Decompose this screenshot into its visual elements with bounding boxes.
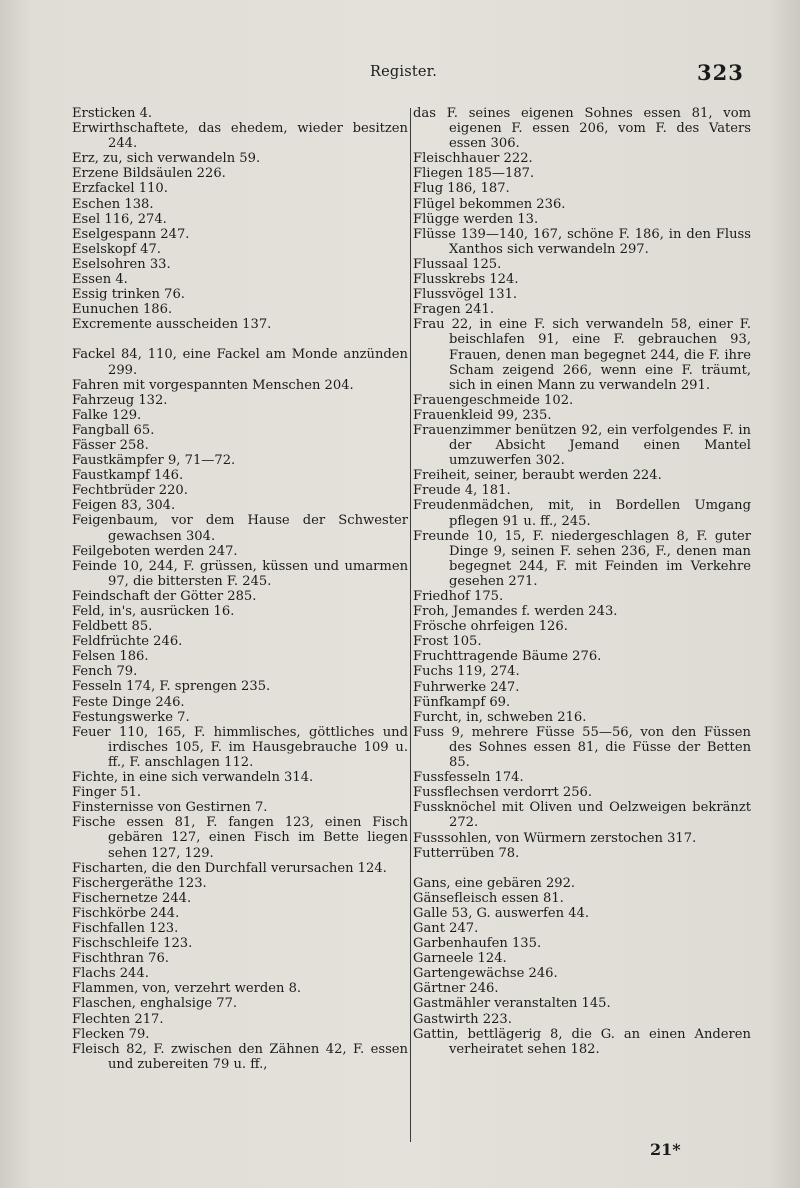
index-entry: Faustkämpfer 9, 71—72.: [72, 453, 236, 469]
index-entry: Fackel 84, 110, eine Fackel am Monde anzünden 299.: [72, 347, 408, 378]
index-entry: Felsen 186.: [72, 649, 149, 665]
index-entry: Gattin, bettlägerig 8, die G. an einen Anderen verheiratet sehen 182.: [413, 1026, 751, 1057]
index-entry: Flussaal 125.: [413, 256, 502, 272]
index-entry: Garbenhaufen 135.: [413, 936, 542, 952]
index-entry: Fleischhauer 222.: [413, 151, 533, 167]
index-entry: Feldfrüchte 246.: [72, 634, 183, 650]
running-head: Register.: [370, 64, 438, 80]
index-entry: Erwirthschaftete, das ehedem, wieder besitzen 244.: [72, 121, 408, 152]
index-entry: Gastmähler veranstalten 145.: [413, 996, 611, 1012]
index-entry: das F. seines eigenen Sohnes essen 81, vom eigenen F. essen 206, vom F. des Vaters essen 306.: [413, 106, 751, 152]
index-entry: Falke 129.: [72, 407, 142, 423]
index-entry: Flüsse 139—140, 167, schöne F. 186, in den Fluss Xanthos sich verwandeln 297.: [413, 226, 751, 257]
index-entry: Frösche ohrfeigen 126.: [413, 619, 568, 635]
section-gap: [72, 332, 408, 347]
index-entry: Fahren mit vorgespannten Menschen 204.: [72, 377, 354, 393]
index-entry: Feinde 10, 244, F. grüssen, küssen und umarmen 97, die bittersten F. 245.: [72, 558, 408, 589]
index-entry: Flecken 79.: [72, 1026, 150, 1042]
index-entry: Flechten 217.: [72, 1011, 164, 1027]
index-entry: Gans, eine gebären 292.: [413, 875, 576, 891]
index-entry: Fliegen 185—187.: [413, 166, 535, 182]
index-entry: Feigenbaum, vor dem Hause der Schwester gewachsen 304.: [72, 513, 408, 544]
index-entry: Erzene Bildsäulen 226.: [72, 166, 226, 182]
index-entry: Fussflechsen verdorrt 256.: [413, 785, 593, 801]
index-entry: Fussknöchel mit Oliven und Oelzweigen bekränzt 272.: [413, 800, 751, 831]
index-entry: Flaschen, enghalsige 77.: [72, 996, 238, 1012]
section-gap: [413, 861, 751, 876]
index-entry: Fusssohlen, von Würmern zerstochen 317.: [413, 830, 697, 846]
index-entry: Fische essen 81, F. fangen 123, einen Fisch gebären 127, einen Fisch im Bette liegen sehen 127, 129.: [72, 815, 408, 861]
index-entry: Flammen, von, verzehrt werden 8.: [72, 981, 302, 997]
index-entry: Freiheit, seiner, beraubt werden 224.: [413, 468, 662, 484]
index-entry: Fahrzeug 132.: [72, 392, 168, 408]
index-entry: Feilgeboten werden 247.: [72, 543, 238, 559]
index-entry: Feigen 83, 304.: [72, 498, 176, 514]
index-entry: Friedhof 175.: [413, 589, 504, 604]
index-entry: Fischkörbe 244.: [72, 905, 180, 921]
index-entry: Finsternisse von Gestirnen 7.: [72, 800, 268, 816]
index-entry: Essen 4.: [72, 272, 128, 288]
index-entry: Fechtbrüder 220.: [72, 483, 188, 499]
index-entry: Fischergeräthe 123.: [72, 875, 207, 891]
index-entry: Eselgespann 247.: [72, 226, 190, 242]
index-entry: Fangball 65.: [72, 422, 155, 438]
index-entry: Ersticken 4.: [72, 106, 153, 121]
index-entry: Frauengeschmeide 102.: [413, 392, 574, 408]
index-entry: Esel 116, 274.: [72, 211, 167, 227]
index-entry: Frost 105.: [413, 634, 482, 650]
index-entry: Galle 53, G. auswerfen 44.: [413, 905, 590, 921]
index-entry: Festungswerke 7.: [72, 709, 190, 725]
index-entry: Feindschaft der Götter 285.: [72, 588, 257, 604]
index-entry: Eselsohren 33.: [72, 256, 171, 272]
index-entry: Fischthran 76.: [72, 951, 169, 967]
index-entry: Excremente ausscheiden 137.: [72, 317, 272, 333]
index-entry: Faustkampf 146.: [72, 468, 184, 484]
index-entry: Futterrüben 78.: [413, 845, 520, 861]
index-entry: Fischernetze 244.: [72, 890, 192, 906]
index-entry: Fässer 258.: [72, 437, 149, 453]
index-entry: Finger 51.: [72, 785, 142, 801]
index-entry: Fruchttragende Bäume 276.: [413, 649, 602, 665]
index-entry: Fussfesseln 174.: [413, 770, 524, 786]
index-column-right: [413, 106, 751, 1057]
index-entry: Gänsefleisch essen 81.: [413, 890, 564, 906]
index-entry: Flügge werden 13.: [413, 211, 539, 227]
index-entry: Feldbett 85.: [72, 619, 153, 635]
index-entry: Flachs 244.: [72, 966, 149, 982]
index-entry: Frau 22, in eine F. sich verwandeln 58, einer F. beischlafen 91, eine F. gebrauchen 93, Frauen, denen man begegnet 244, die F. ihre Scham zeigend 266, wenn eine F. träumt, sich in einen Mann zu verwandeln 291.: [413, 317, 751, 393]
index-entry: Flügel bekommen 236.: [413, 196, 566, 212]
index-entry: Frauenzimmer benützen 92, ein verfolgendes F. in der Absicht Jemand einen Mantel umzuwerfen 302.: [413, 422, 751, 469]
page-number: 323: [697, 60, 744, 85]
index-entry: Erz, zu, sich verwandeln 59.: [72, 151, 261, 167]
index-entry: Fragen 241.: [413, 302, 495, 318]
index-entry: Garneele 124.: [413, 951, 507, 967]
index-entry: Fischfallen 123.: [72, 920, 179, 936]
index-entry: Flussvögel 131.: [413, 287, 518, 303]
index-entry: Erzfackel 110.: [72, 181, 168, 197]
index-entry: Freudenmädchen, mit, in Bordellen Umgang pflegen 91 u. ff., 245.: [413, 498, 751, 529]
index-entry: Freude 4, 181.: [413, 483, 511, 499]
column-divider: [410, 108, 411, 1142]
index-entry: Fesseln 174, F. sprengen 235.: [72, 679, 271, 695]
index-entry: Essig trinken 76.: [72, 287, 185, 303]
index-entry: Frauenkleid 99, 235.: [413, 407, 552, 423]
index-entry: Fuhrwerke 247.: [413, 679, 520, 695]
index-entry: Fischschleife 123.: [72, 936, 193, 952]
index-entry: Froh, Jemandes f. werden 243.: [413, 604, 618, 620]
index-entry: Gastwirth 223.: [413, 1011, 512, 1027]
index-entry: Fuchs 119, 274.: [413, 664, 520, 680]
index-entry: Fichte, in eine sich verwandeln 314.: [72, 770, 314, 786]
index-entry: Feuer 110, 165, F. himmlisches, göttliches und irdisches 105, F. im Hausgebrauche 109 u. ff., F. anschlagen 112.: [72, 724, 408, 770]
index-entry: Furcht, in, schweben 216.: [413, 709, 587, 725]
index-entry: Feld, in's, ausrücken 16.: [72, 604, 235, 619]
index-entry: Eschen 138.: [72, 196, 154, 212]
index-entry: Freunde 10, 15, F. niedergeschlagen 8, F. guter Dinge 9, seinen F. sehen 236, F., denen man begegnet 244, F. mit Feinden im Verkehre gesehen 271.: [413, 528, 751, 589]
page-header: [0, 60, 800, 90]
signature-mark: 21*: [650, 1140, 681, 1159]
index-entry: Fischarten, die den Durchfall verursachen 124.: [72, 860, 387, 876]
index-entry: Flusskrebs 124.: [413, 272, 519, 288]
index-entry: Fünfkampf 69.: [413, 694, 511, 710]
index-entry: Gärtner 246.: [413, 981, 499, 997]
index-entry: Flug 186, 187.: [413, 181, 510, 197]
index-entry: Eselskopf 47.: [72, 241, 161, 257]
index-entry: Gant 247.: [413, 920, 479, 936]
index-entry: Feste Dinge 246.: [72, 694, 185, 710]
index-entry: Gartengewächse 246.: [413, 966, 558, 982]
index-entry: Eunuchen 186.: [72, 302, 173, 318]
index-entry: Fuss 9, mehrere Füsse 55—56, von den Füssen des Sohnes essen 81, die Füsse der Betten 85.: [413, 724, 751, 771]
index-entry: Fench 79.: [72, 664, 138, 680]
index-column-left: [72, 106, 408, 1072]
index-entry: Fleisch 82, F. zwischen den Zähnen 42, F. essen und zubereiten 79 u. ff.,: [72, 1041, 408, 1072]
